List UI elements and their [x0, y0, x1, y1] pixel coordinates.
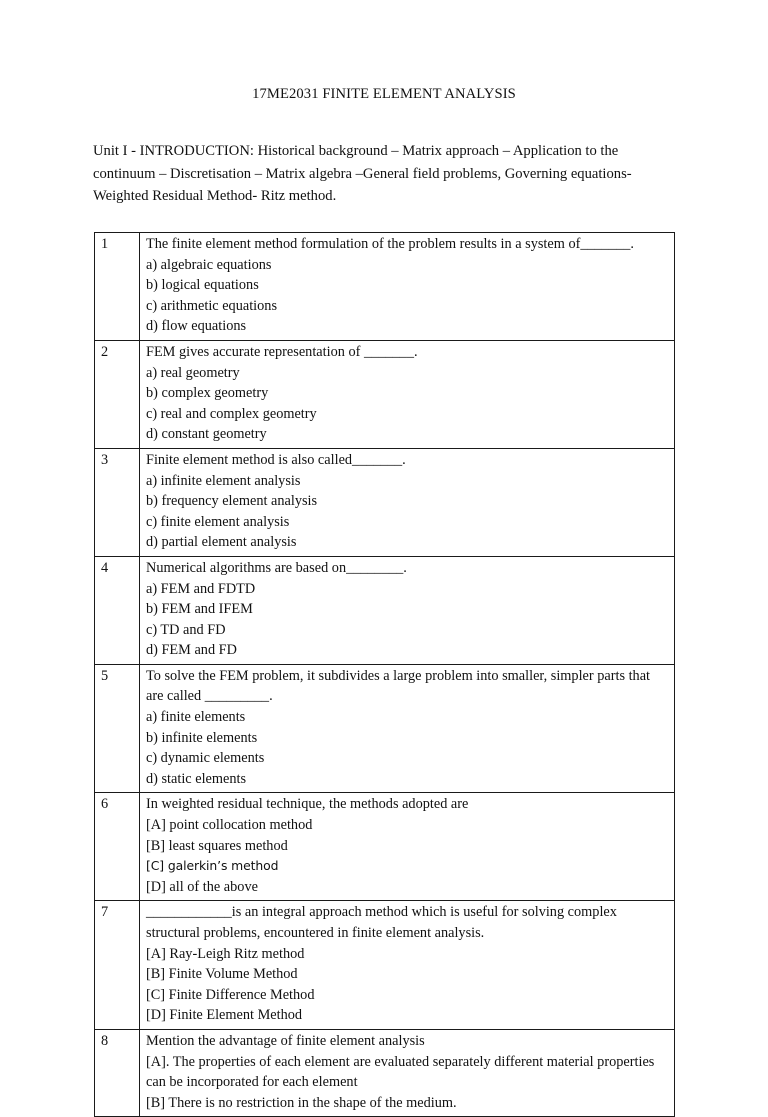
question-option[interactable]: b) infinite elements [146, 729, 258, 746]
table-row [95, 340, 675, 448]
question-option[interactable]: a) algebraic equations [146, 256, 272, 273]
question-body-cell [140, 233, 675, 341]
table-row [95, 448, 675, 556]
question-option[interactable]: c) real and complex geometry [146, 405, 317, 422]
question-option[interactable]: [B] There is no restriction in the shape of the medium. [146, 1094, 457, 1111]
question-option[interactable]: [B] Finite Volume Method [146, 966, 298, 983]
question-stem: Finite element method is also called_______. [146, 451, 406, 468]
table-row [95, 556, 675, 664]
question-option[interactable]: a) infinite element analysis [146, 472, 301, 489]
question-number-cell: 8 [95, 1029, 140, 1116]
page-title: 17ME2031 FINITE ELEMENT ANALYSIS [252, 86, 516, 102]
question-option[interactable]: d) flow equations [146, 318, 247, 335]
question-body-cell [140, 1029, 675, 1116]
question-stem: ____________is an integral approach method which is useful for solving complex structural problems, encountered in finite element analysis. [146, 904, 621, 941]
question-option[interactable]: [C] Finite Difference Method [146, 986, 315, 1003]
question-option[interactable]: [B] least squares method [146, 837, 288, 854]
question-option[interactable]: b) logical equations [146, 277, 259, 294]
question-option[interactable]: [D] all of the above [146, 878, 258, 895]
question-table-body [95, 233, 675, 1117]
question-option[interactable]: [C] galerkin’s method [146, 858, 279, 874]
question-option[interactable]: c) TD and FD [146, 621, 226, 638]
question-stem: In weighted residual technique, the methods adopted are [146, 796, 469, 813]
question-body-cell [140, 556, 675, 664]
question-stem: Mention the advantage of finite element analysis [146, 1032, 425, 1049]
question-option[interactable]: a) FEM and FDTD [146, 580, 256, 597]
question-number-cell: 4 [95, 556, 140, 664]
question-stem: FEM gives accurate representation of _______. [146, 343, 418, 360]
question-stem: The finite element method formulation of the problem results in a system of_______. [146, 236, 634, 252]
question-body-cell [140, 901, 675, 1030]
question-option[interactable]: b) complex geometry [146, 385, 269, 402]
question-option[interactable]: b) FEM and IFEM [146, 601, 253, 618]
question-body-cell [140, 448, 675, 556]
question-option[interactable]: d) FEM and FD [146, 642, 237, 659]
table-row [95, 664, 675, 793]
question-option[interactable]: [A] Ray-Leigh Ritz method [146, 945, 305, 962]
question-option[interactable]: a) finite elements [146, 709, 246, 726]
question-stem: Numerical algorithms are based on________. [146, 559, 407, 576]
question-number-cell: 7 [95, 901, 140, 1030]
question-number-cell: 6 [95, 793, 140, 901]
question-number-cell: 3 [95, 448, 140, 556]
unit-intro-paragraph: Unit I - INTRODUCTION: Historical background – Matrix approach – Application to the continuum – Discretisation – Matrix algebra –General field problems, Governing equations- Weighted Residual Method- Ritz method. [93, 143, 632, 204]
question-number-cell: 5 [95, 664, 140, 793]
question-number-cell: 2 [95, 340, 140, 448]
question-option[interactable]: b) frequency element analysis [146, 493, 318, 510]
table-row [95, 901, 675, 1030]
question-option[interactable]: c) finite element analysis [146, 513, 290, 530]
question-option[interactable]: [D] Finite Element Method [146, 1007, 303, 1024]
question-option[interactable]: d) constant geometry [146, 426, 267, 443]
question-option[interactable]: c) dynamic elements [146, 750, 265, 767]
question-option[interactable]: c) arithmetic equations [146, 297, 278, 314]
question-option[interactable]: [A]. The properties of each element are evaluated separately different material properties can be incorporated for each element [146, 1053, 658, 1091]
question-body-cell [140, 793, 675, 901]
table-row [95, 233, 675, 341]
question-option[interactable]: a) real geometry [146, 364, 240, 381]
question-option[interactable]: [A] point collocation method [146, 817, 313, 834]
question-body-cell [140, 664, 675, 793]
question-stem: To solve the FEM problem, it subdivides a large problem into smaller, simpler parts that are called _________. [146, 667, 654, 705]
question-table [94, 232, 675, 1117]
question-number-cell: 1 [95, 233, 140, 341]
table-row [95, 1029, 675, 1116]
question-body-cell [140, 340, 675, 448]
question-option[interactable]: d) partial element analysis [146, 534, 297, 551]
table-row [95, 793, 675, 901]
question-option[interactable]: d) static elements [146, 770, 247, 787]
